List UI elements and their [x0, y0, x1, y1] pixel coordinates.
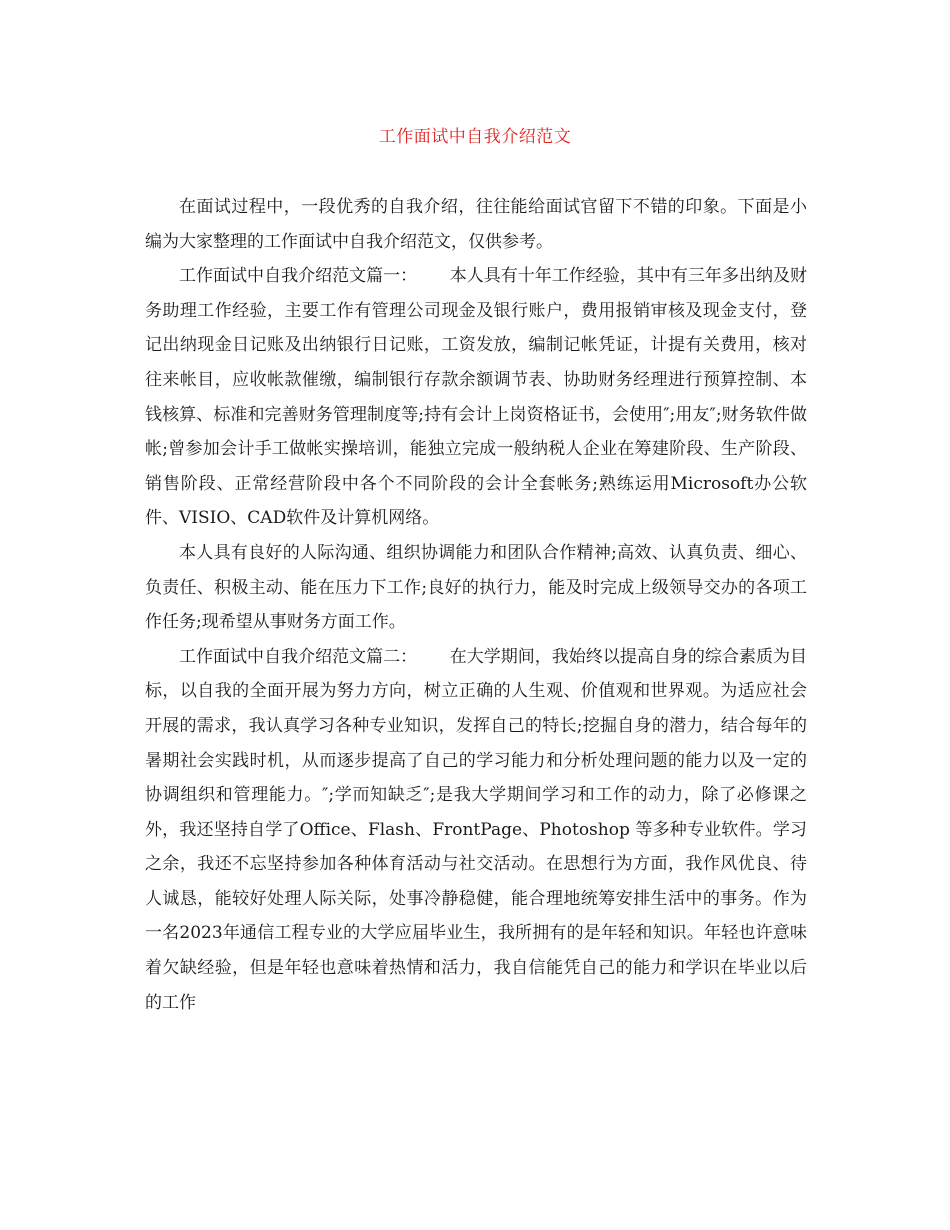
paragraph-sample-one-continued: 本人具有良好的人际沟通、组织协调能力和团队合作精神;高效、认真负责、细心、负责任、积极主动、能在压力下工作;良好的执行力，能及时完成上级领导交办的各项工作任务;现希望从事财务方面工作。: [145, 542, 807, 633]
document-title: 工作面试中自我介绍范文: [378, 127, 572, 147]
paragraph-intro: 在面试过程中，一段优秀的自我介绍，往往能给面试官留下不错的印象。下面是小编为大家整理的工作面试中自我介绍范文，仅供参考。: [145, 197, 807, 252]
document-body: [145, 190, 807, 1020]
paragraph-sample-two: 工作面试中自我介绍范文篇二： 在大学期间，我始终以提高自身的综合素质为目标，以自我的全面开展为努力方向，树立正确的人生观、价值观和世界观。为适应社会开展的需求，我认真学习各种专业知识，发挥自己的特长;挖掘自身的潜力，结合每年的暑期社会实践时机，从而逐步提高了自己的学习能力和分析处理问题的能力以及一定的协调组织和管理能力。″;学而知缺乏″;是我大学期间学习和工作的动力，除了必修课之外，我还坚持自学了Office、Flash、FrontPage、Photoshop 等多种专业软件。学习之余，我还不忘坚持参加各种体育活动与社交活动。在思想行为方面，我作风优良、待人诚恳，能较好处理人际关际，处事冷静稳健，能合理地统筹安排生活中的事务。作为一名2023年通信工程专业的大学应届毕业生，我所拥有的是年轻和知识。年轻也许意味着欠缺经验，但是年轻也意味着热情和活力，我自信能凭自己的能力和学识在毕业以后的工作: [145, 646, 807, 1013]
paragraph-sample-one: 工作面试中自我介绍范文篇一： 本人具有十年工作经验，其中有三年多出纳及财务助理工作经验，主要工作有管理公司现金及银行账户，费用报销审核及现金支付，登记出纳现金日记账及出纳银行日记账，工资发放，编制记帐凭证，计提有关费用，核对往来帐目，应收帐款催缴，编制银行存款余额调节表、协助财务经理进行预算控制、本钱核算、标准和完善财务管理制度等;持有会计上岗资格证书，会使用″;用友″;财务软件做帐;曾参加会计手工做帐实操培训，能独立完成一般纳税人企业在筹建阶段、生产阶段、销售阶段、正常经营阶段中各个不同阶段的会计全套帐务;熟练运用Microsoft办公软件、VISIO、CAD软件及计算机网络。: [145, 266, 807, 529]
